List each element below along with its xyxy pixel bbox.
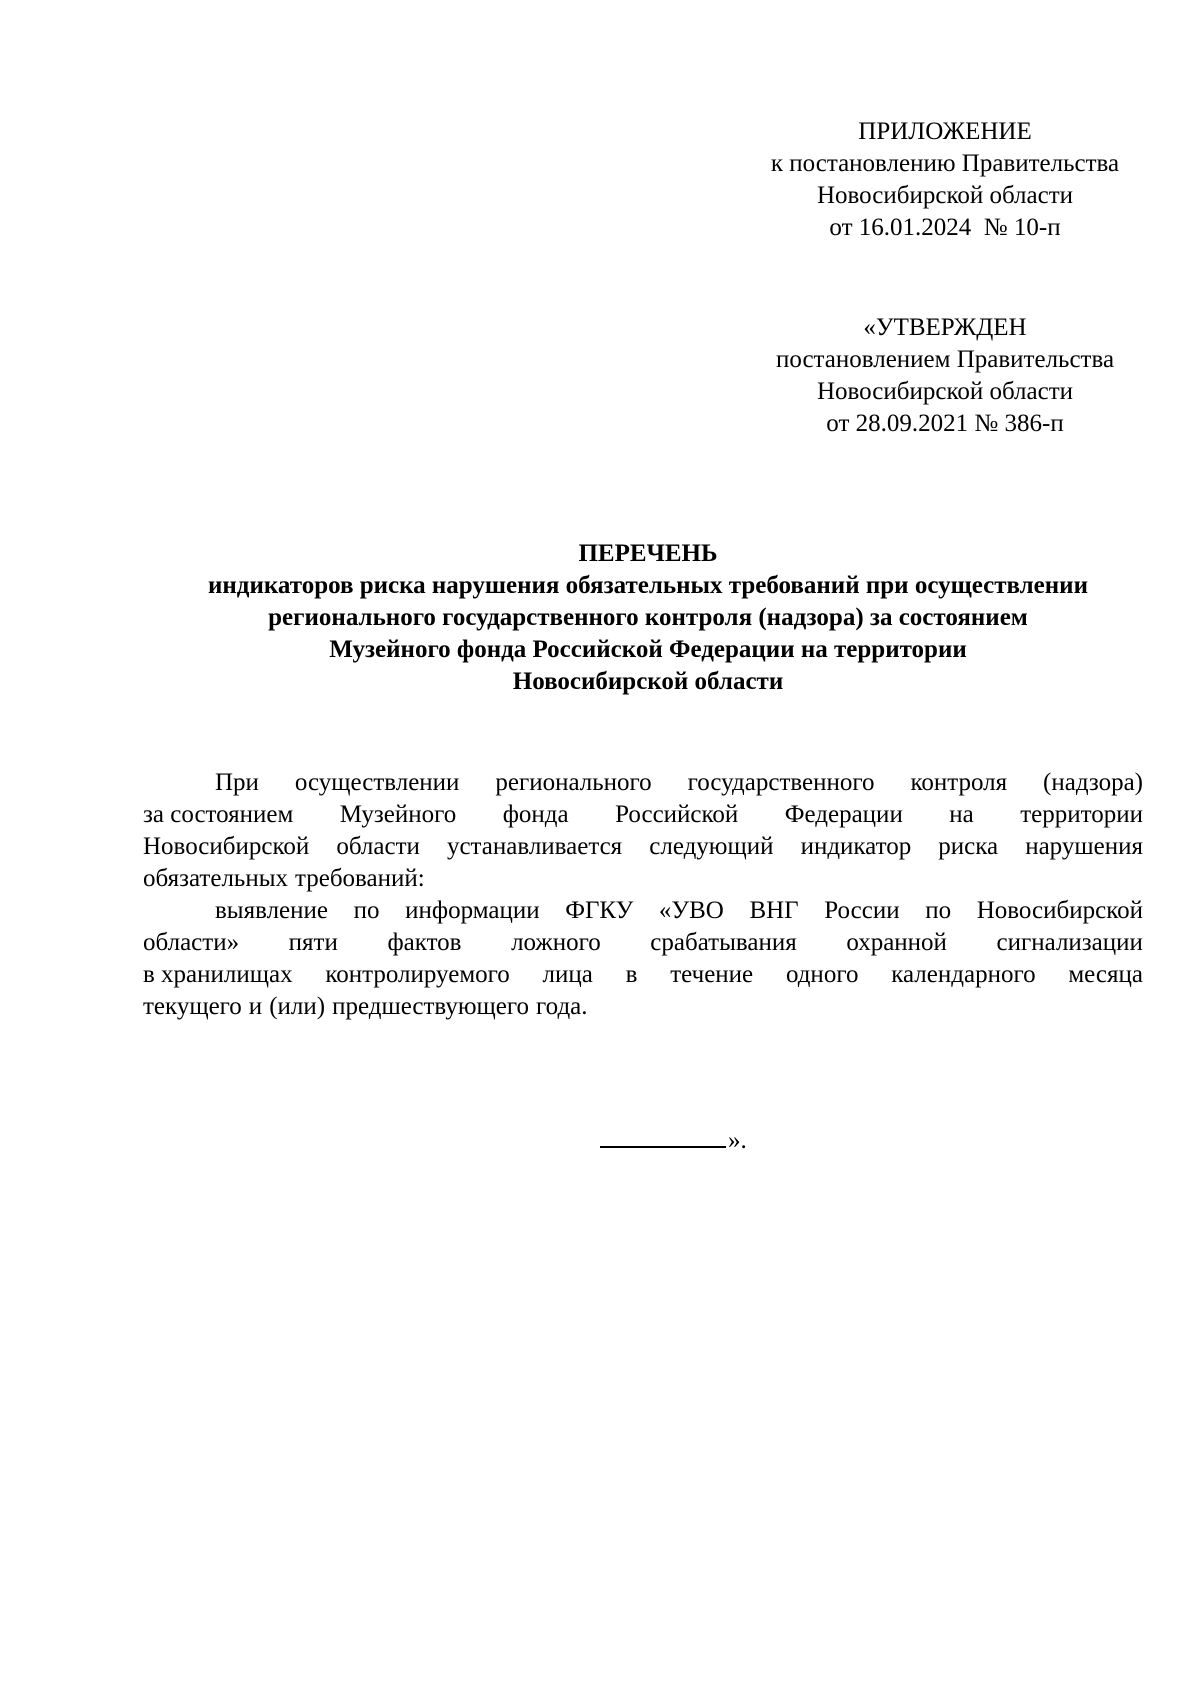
word: Музейного (339, 801, 457, 828)
word: в хранилищах (143, 961, 293, 988)
word: ВНГ (749, 897, 799, 924)
word: риска (938, 833, 999, 860)
word: обязательных (143, 865, 288, 892)
paragraph-1 (143, 767, 1143, 895)
word: области» (143, 929, 240, 956)
word: нарушения (1025, 833, 1143, 860)
word: текущего (143, 993, 242, 1020)
word: пяти (288, 929, 338, 956)
word: одного (785, 961, 859, 988)
paragraph-line (143, 895, 1143, 927)
word: Российской (615, 801, 739, 828)
approved-line-2: Новосибирской области (816, 378, 1074, 405)
approved-line-1: постановлением Правительства (775, 346, 1115, 373)
word: охранной (846, 929, 947, 956)
word: предшествующего (332, 993, 530, 1020)
heading-line-4: Новосибирской области (512, 668, 784, 695)
closing-mark (600, 1122, 747, 1157)
word: государственного (687, 769, 875, 796)
word: месяца (1068, 961, 1143, 988)
approved-line-3: от 28.09.2021 № 386-п (826, 410, 1064, 437)
word: срабатывания (650, 929, 797, 956)
word: информации (405, 897, 540, 924)
signature-line (600, 1122, 726, 1148)
annex-line-2: Новосибирской области (816, 182, 1074, 209)
word: и (248, 993, 263, 1020)
word: территории (1020, 801, 1143, 828)
heading-line-2: регионального государственного контроля (надзора) за состоянием (268, 604, 1028, 631)
word: выявление (215, 897, 329, 924)
word: требований: (295, 865, 425, 892)
annex-title: ПРИЛОЖЕНИЕ (858, 118, 1032, 145)
word: (или) (269, 993, 326, 1020)
word: за состоянием (143, 801, 294, 828)
word: области (336, 833, 420, 860)
paragraph-2 (143, 895, 1143, 1023)
word: ФГКУ (565, 897, 634, 924)
heading-line-1: индикаторов риска нарушения обязательных требований при осуществлении (208, 572, 1088, 599)
approved-stamp (740, 312, 1150, 440)
word: осуществлении (294, 769, 460, 796)
word: регионального (495, 769, 652, 796)
word: «УВО (658, 897, 724, 924)
word: по (353, 897, 380, 924)
heading-title: ПЕРЕЧЕНЬ (578, 540, 718, 567)
word: Новосибирской (143, 833, 310, 860)
word: Федерации (784, 801, 903, 828)
paragraph-line (143, 799, 1143, 831)
word: течение (670, 961, 754, 988)
word: лица (542, 961, 593, 988)
word: фонда (502, 801, 569, 828)
paragraph-line (143, 959, 1143, 991)
approved-title: «УТВЕРЖДЕН (863, 314, 1027, 341)
paragraph-line (143, 831, 1143, 863)
closing-quote: ». (728, 1127, 747, 1154)
word: в (625, 961, 638, 988)
word: При (215, 769, 259, 796)
paragraph-line (143, 991, 1143, 1023)
word: (надзора) (1043, 769, 1143, 796)
word: года. (536, 993, 588, 1020)
paragraph-line (143, 927, 1143, 959)
word: ложного (511, 929, 601, 956)
heading-line-3: Музейного фонда Российской Федерации на территории (329, 636, 967, 663)
word: Новосибирской (976, 897, 1143, 924)
word: контроля (910, 769, 1008, 796)
document-body (143, 767, 1143, 1023)
word: по (925, 897, 952, 924)
word: следующий (649, 833, 774, 860)
annex-stamp (740, 116, 1150, 244)
paragraph-line (143, 767, 1143, 799)
word: контролируемого (325, 961, 510, 988)
word: фактов (387, 929, 462, 956)
document-heading (143, 538, 1153, 698)
word: на (949, 801, 974, 828)
word: сигнализации (996, 929, 1143, 956)
paragraph-line (143, 863, 1143, 895)
annex-line-3: от 16.01.2024 № 10-п (829, 214, 1061, 241)
annex-line-1: к постановлению Правительства (770, 150, 1120, 177)
word: устанавливается (446, 833, 623, 860)
word: календарного (891, 961, 1036, 988)
word: России (824, 897, 900, 924)
word: индикатор (800, 833, 912, 860)
